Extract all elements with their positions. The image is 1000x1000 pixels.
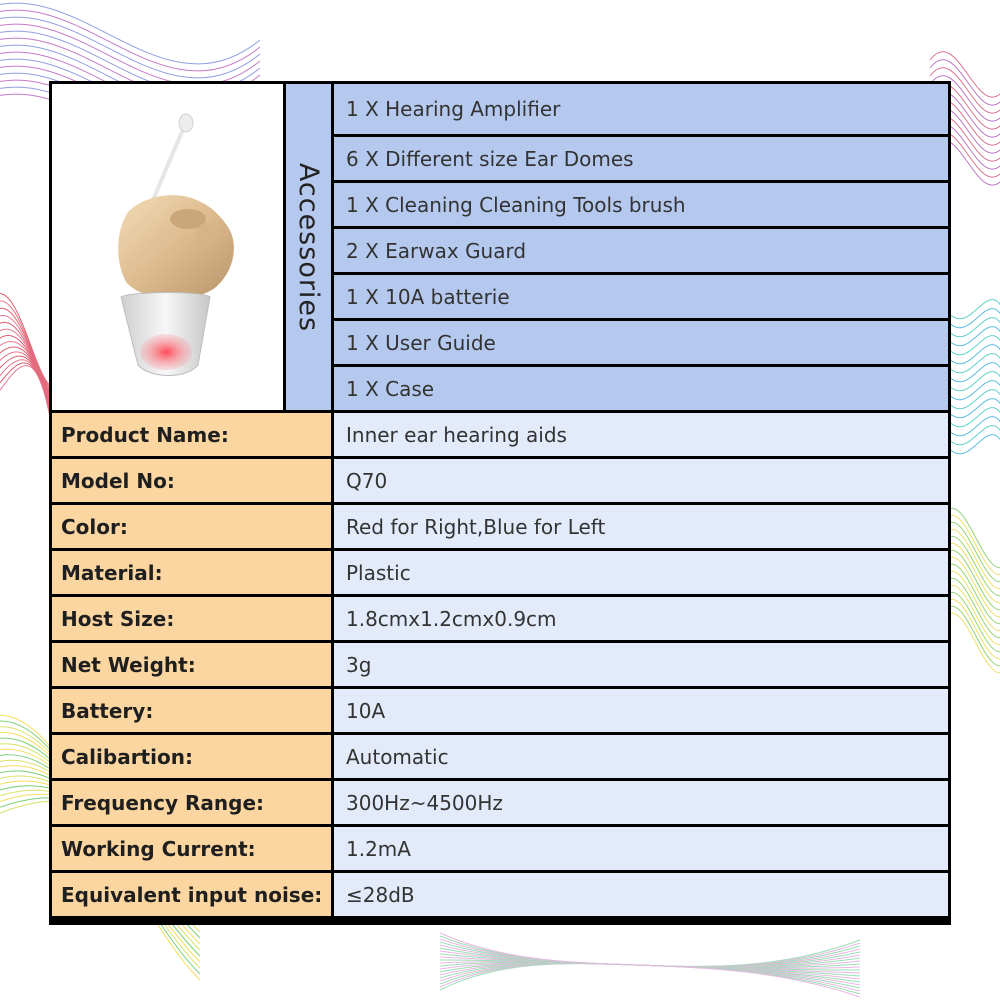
spec-label: Model No: <box>52 459 331 502</box>
spec-label: Equivalent input noise: <box>52 873 331 916</box>
spec-label: Color: <box>52 505 331 548</box>
spec-label: Net Weight: <box>52 643 331 686</box>
spec-label: Calibartion: <box>52 735 331 778</box>
accessory-item: 1 X User Guide <box>334 321 948 364</box>
spec-label: Battery: <box>52 689 331 732</box>
accessory-item: 1 X 10A batterie <box>334 275 948 318</box>
accessories-heading: Accessories <box>293 162 325 332</box>
spec-value: Automatic <box>334 735 948 778</box>
spec-label: Material: <box>52 551 331 594</box>
accessory-item: 1 X Hearing Amplifier <box>334 84 948 134</box>
spec-label: Working Current: <box>52 827 331 870</box>
spec-value: 300Hz~4500Hz <box>334 781 948 824</box>
hearing-aid-image <box>88 97 248 397</box>
product-image-cell <box>52 84 283 410</box>
spec-value: Red for Right,Blue for Left <box>334 505 948 548</box>
spec-label: Host Size: <box>52 597 331 640</box>
spec-value: 1.2mA <box>334 827 948 870</box>
spec-value: ≤28dB <box>334 873 948 916</box>
spec-value: 1.8cmx1.2cmx0.9cm <box>334 597 948 640</box>
accessory-item: 2 X Earwax Guard <box>334 229 948 272</box>
spec-value: 3g <box>334 643 948 686</box>
spec-value: Plastic <box>334 551 948 594</box>
spec-table <box>49 81 951 925</box>
accessories-heading-cell <box>286 84 331 410</box>
spec-label: Product Name: <box>52 413 331 456</box>
accessory-item: 1 X Case <box>334 367 948 410</box>
accessory-item: 1 X Cleaning Cleaning Tools brush <box>334 183 948 226</box>
spec-value: Q70 <box>334 459 948 502</box>
spec-label: Frequency Range: <box>52 781 331 824</box>
spec-value: 10A <box>334 689 948 732</box>
accessory-item: 6 X Different size Ear Domes <box>334 137 948 180</box>
spec-value: Inner ear hearing aids <box>334 413 948 456</box>
